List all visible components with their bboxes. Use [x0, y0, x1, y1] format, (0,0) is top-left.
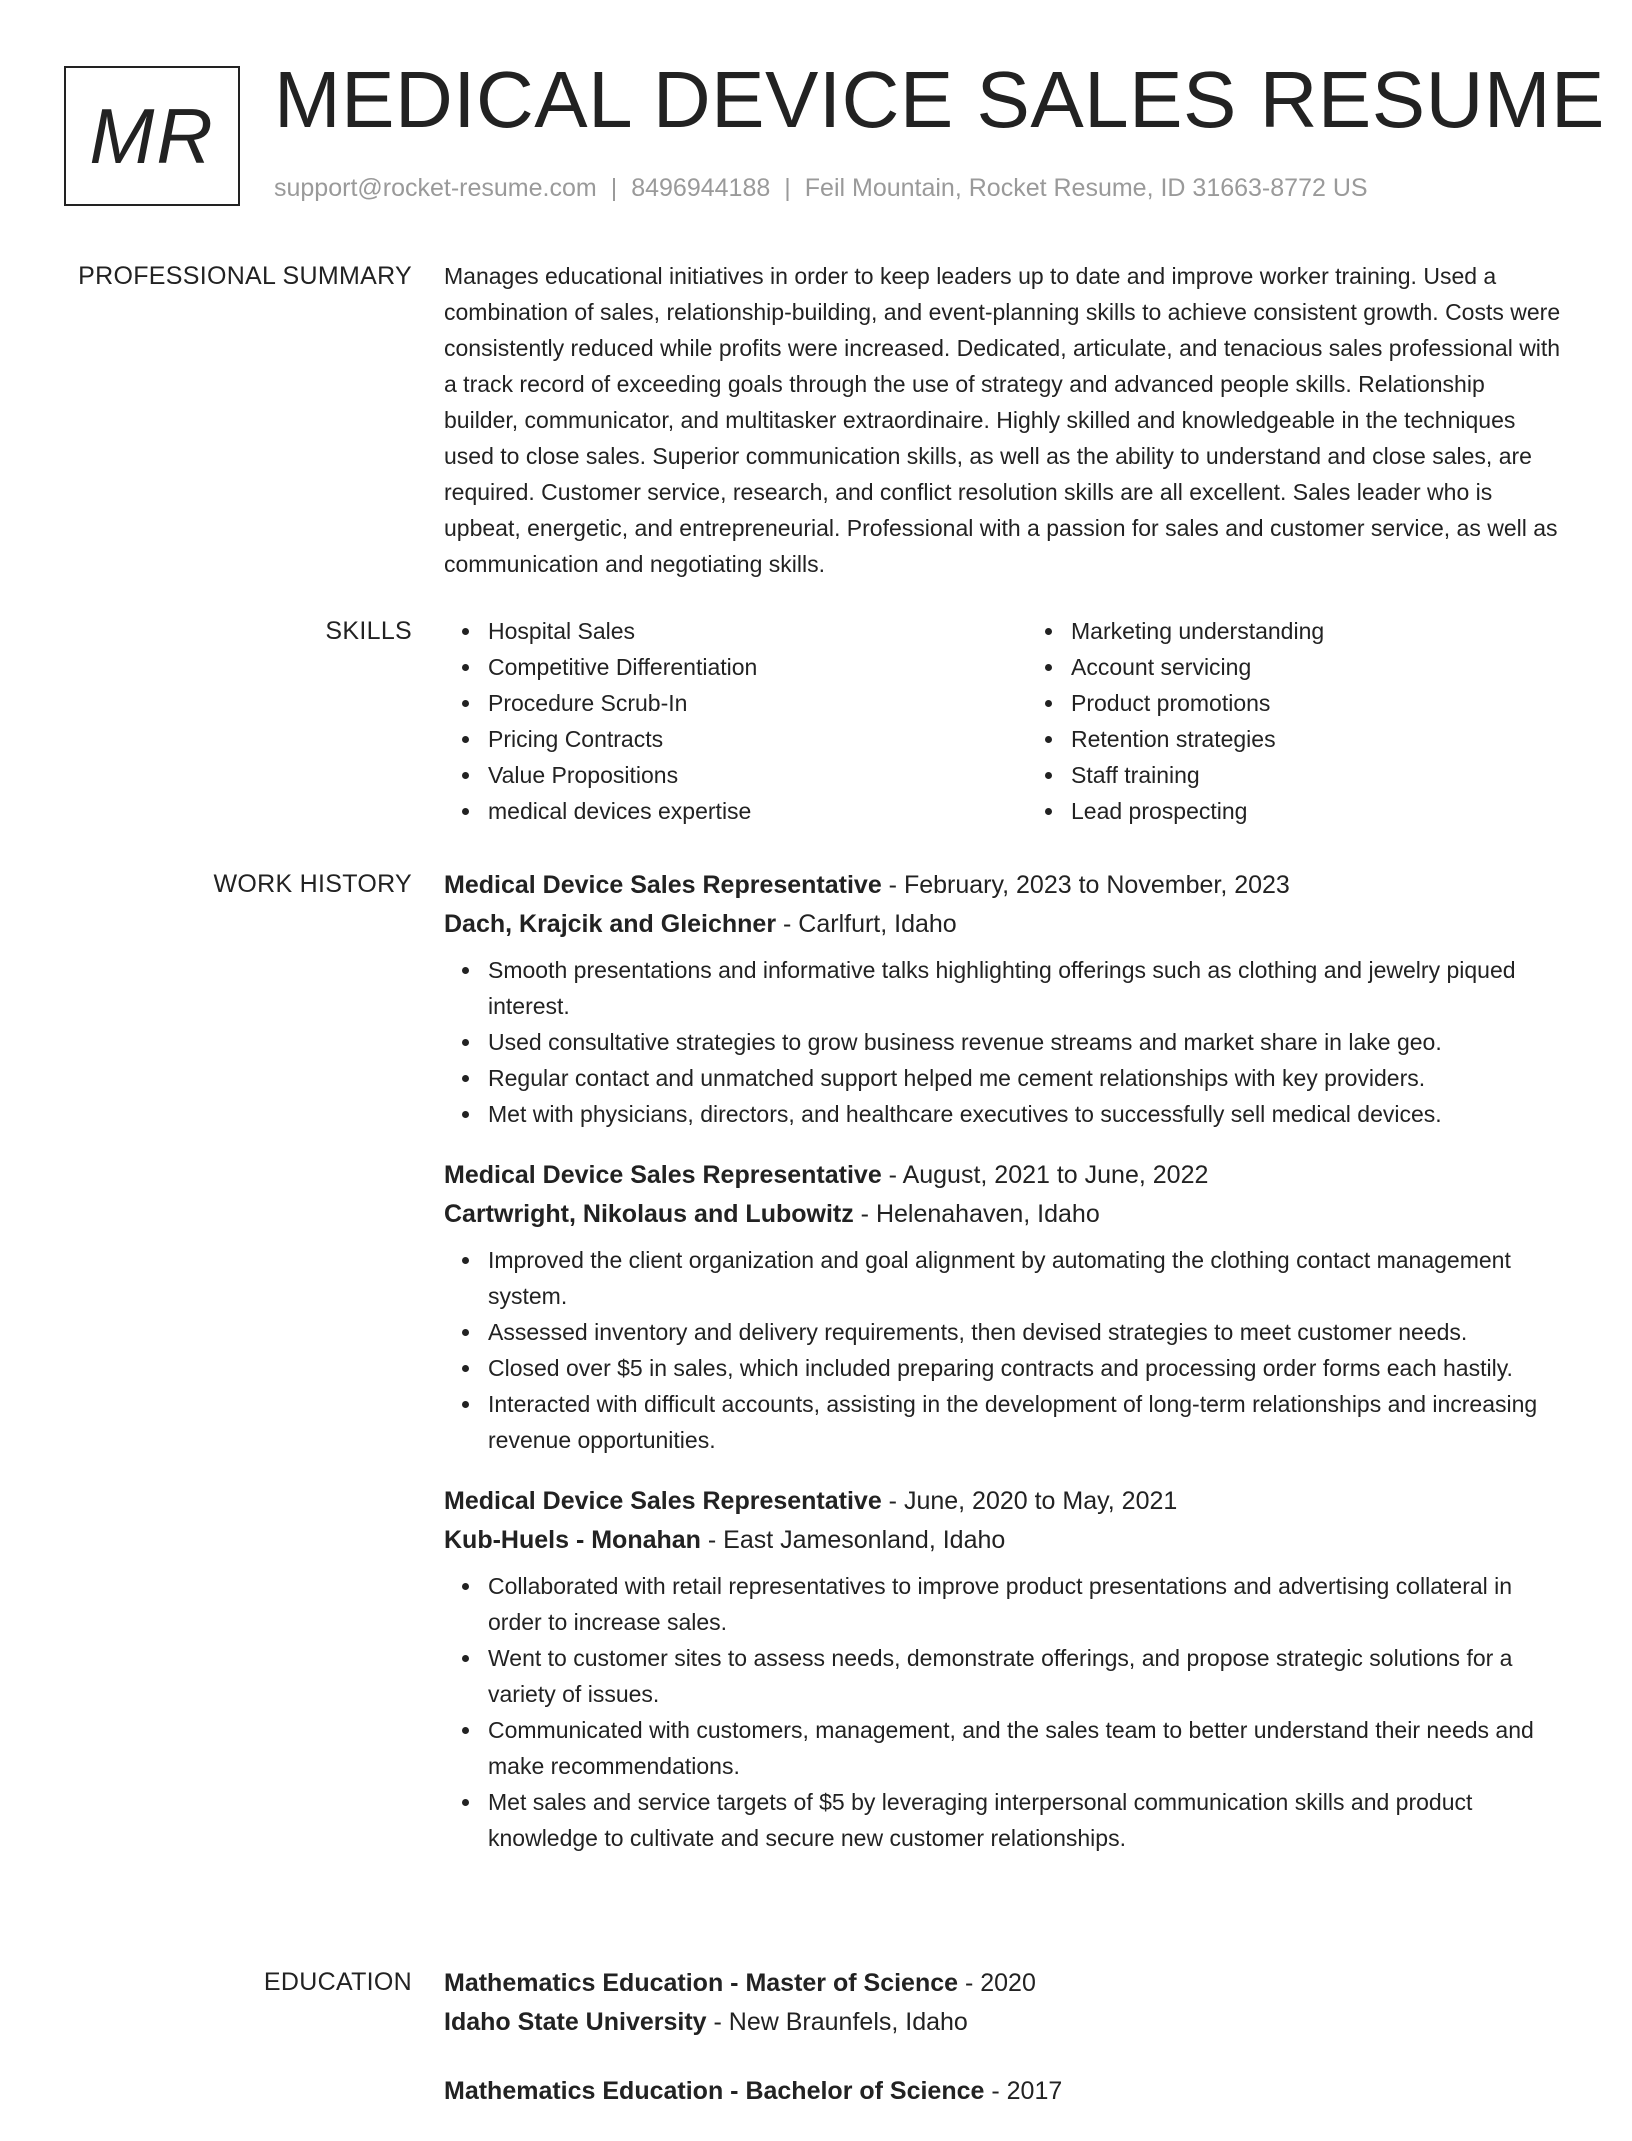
- skill-item: Product promotions: [1071, 685, 1564, 721]
- degree: Mathematics Education - Master of Science: [444, 1969, 959, 1997]
- job-company-line: [444, 905, 1564, 944]
- job-bullet: Regular contact and unmatched support helped me cement relationships with key providers.: [488, 1060, 1564, 1096]
- job-role-line: [444, 866, 1564, 905]
- school: Idaho State University: [444, 2008, 707, 2036]
- school-location: - New Braunfels, Idaho: [706, 2008, 968, 2036]
- contact-line: [274, 174, 1368, 203]
- job-dates: - August, 2021 to June, 2022: [881, 1161, 1209, 1189]
- job-bullet: Improved the client organization and goal alignment by automating the clothing contact management system.: [488, 1242, 1564, 1314]
- job-entry: [444, 1482, 1564, 1856]
- job-bullet: Went to customer sites to assess needs, demonstrate offerings, and propose strategic solutions for a variety of issues.: [488, 1640, 1564, 1712]
- job-bullet: Used consultative strategies to grow business revenue streams and market share in lake geo.: [488, 1024, 1564, 1060]
- school-line: [444, 2003, 1564, 2042]
- skill-item: Retention strategies: [1071, 721, 1564, 757]
- job-bullet: Met with physicians, directors, and healthcare executives to successfully sell medical devices.: [488, 1096, 1564, 1132]
- skill-item: Competitive Differentiation: [488, 649, 981, 685]
- skill-item: Hospital Sales: [488, 613, 981, 649]
- job-location: - East Jamesonland, Idaho: [700, 1526, 1006, 1554]
- job-bullets: [444, 1568, 1564, 1856]
- job-role-line: [444, 1482, 1564, 1521]
- job-company: Cartwright, Nikolaus and Lubowitz: [444, 1200, 854, 1228]
- job-company: Dach, Krajcik and Gleichner: [444, 910, 777, 938]
- section-title: PROFESSIONAL SUMMARY: [78, 262, 412, 290]
- skill-item: Pricing Contracts: [488, 721, 981, 757]
- job-location: - Helenahaven, Idaho: [853, 1200, 1100, 1228]
- job-entry: [444, 1156, 1564, 1458]
- skills-right-list: [981, 613, 1564, 829]
- degree-year: - 2017: [984, 2077, 1063, 2105]
- job-company-line: [444, 1521, 1564, 1560]
- job-bullet: Assessed inventory and delivery requirements, then devised strategies to meet customer needs.: [488, 1314, 1564, 1350]
- skill-item: Value Propositions: [488, 757, 981, 793]
- resume-title: MEDICAL DEVICE SALES RESUME: [274, 55, 1605, 144]
- job-bullet: Closed over $5 in sales, which included preparing contracts and processing order forms each hastily.: [488, 1350, 1564, 1386]
- summary-text: Manages educational initiatives in order to keep leaders up to date and improve worker training. Used a combination of sales, relationship-building, and event-planning skills to achieve consistent growth. Costs were consistently reduced while profits were increased. Dedicated, articulate, and tenacious sales professional with a track record of exceeding goals through the use of strategy and advanced people skills. Relationship builder, communicator, and multitasker extraordinaire. Highly skilled and knowledgeable in the techniques used to close sales. Superior communication skills, as well as the ability to understand and close sales, are required. Customer service, research, and conflict resolution skills are all excellent. Sales leader who is upbeat, energetic, and entrepreneurial. Professional with a passion for sales and customer service, as well as communication and negotiating skills.: [444, 263, 1561, 577]
- job-entry: [444, 866, 1564, 1132]
- job-location: - Carlfurt, Idaho: [776, 910, 957, 938]
- job-bullets: [444, 952, 1564, 1132]
- job-bullet: Interacted with difficult accounts, assisting in the development of long-term relationships and increasing revenue opportunities.: [488, 1386, 1564, 1458]
- skill-item: Account servicing: [1071, 649, 1564, 685]
- skill-item: medical devices expertise: [488, 793, 981, 829]
- skills-left-list: [444, 613, 981, 829]
- education-entry: [444, 2072, 1564, 2111]
- separator: |: [784, 174, 791, 202]
- skill-item: Marketing understanding: [1071, 613, 1564, 649]
- job-bullet: Collaborated with retail representatives to improve product presentations and advertising collateral in order to increase sales.: [488, 1568, 1564, 1640]
- address: Feil Mountain, Rocket Resume, ID 31663-8772 US: [804, 174, 1368, 202]
- job-bullet: Smooth presentations and informative talks highlighting offerings such as clothing and jewelry piqued interest.: [488, 952, 1564, 1024]
- job-role: Medical Device Sales Representative: [444, 1161, 882, 1189]
- job-dates: - June, 2020 to May, 2021: [881, 1487, 1178, 1515]
- separator: |: [610, 174, 618, 202]
- degree: Mathematics Education - Bachelor of Science: [444, 2077, 985, 2105]
- job-role-line: [444, 1156, 1564, 1195]
- skill-item: Staff training: [1071, 757, 1564, 793]
- job-company: Kub-Huels - Monahan: [444, 1526, 701, 1554]
- job-bullets: [444, 1242, 1564, 1458]
- job-company-line: [444, 1195, 1564, 1234]
- section-title: SKILLS: [325, 617, 412, 645]
- job-bullet: Met sales and service targets of $5 by leveraging interpersonal communication skills and product knowledge to cultivate and secure new customer relationships.: [488, 1784, 1564, 1856]
- email[interactable]: support@rocket-resume.com: [274, 174, 597, 202]
- section-title: EDUCATION: [263, 1968, 412, 1996]
- job-role: Medical Device Sales Representative: [444, 1487, 882, 1515]
- skill-item: Lead prospecting: [1071, 793, 1564, 829]
- degree-year: - 2020: [958, 1969, 1036, 1997]
- job-dates: - February, 2023 to November, 2023: [881, 871, 1290, 899]
- job-bullet: Communicated with customers, management, and the sales team to better understand their needs and make recommendations.: [488, 1712, 1564, 1784]
- job-role: Medical Device Sales Representative: [444, 871, 882, 899]
- monogram: MR: [64, 66, 240, 206]
- skill-item: Procedure Scrub-In: [488, 685, 981, 721]
- degree-line: [444, 2072, 1564, 2111]
- education-entry: [444, 1964, 1564, 2042]
- section-title: WORK HISTORY: [213, 870, 412, 898]
- phone[interactable]: 8496944188: [631, 174, 771, 202]
- degree-line: [444, 1964, 1564, 2003]
